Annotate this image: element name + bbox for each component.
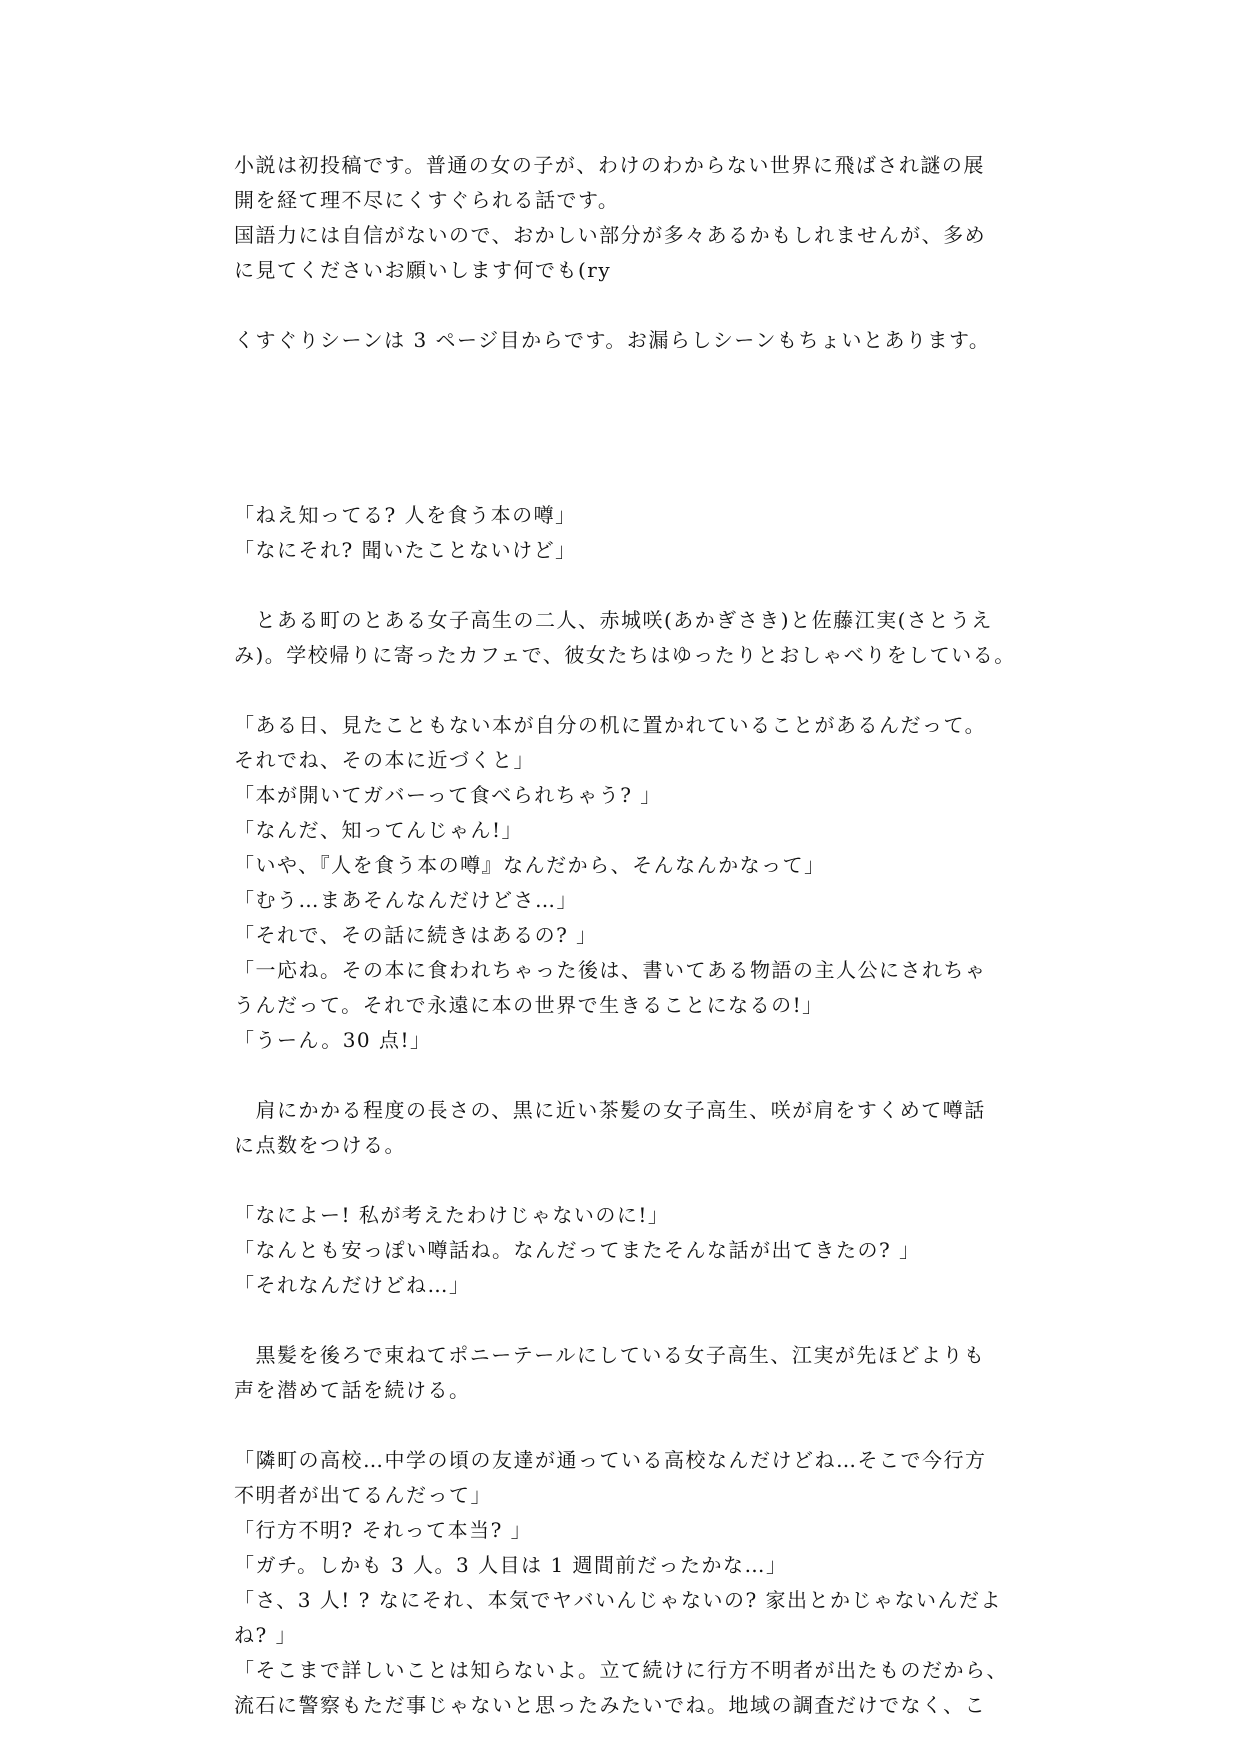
scene-note: くすぐりシーンは 3 ページ目からです。お漏らしシーンもちょいとあります。 [234, 328, 991, 352]
narration-block-2 [234, 1093, 1014, 1163]
dialogue-line: 流石に警察もただ事じゃないと思ったみたいでね。地域の調査だけでなく、こ [234, 1693, 987, 1717]
narration-line: に点数をつける。 [234, 1133, 406, 1157]
dialogue-line: 「本が開いてガバーって食べられちゃう? 」 [234, 783, 662, 807]
dialogue-line: 不明者が出てるんだって」 [234, 1483, 492, 1507]
blank-line [234, 1163, 1014, 1198]
dialogue-line: 「行方不明? それって本当? 」 [234, 1518, 533, 1542]
text-line: 国語力には自信がないので、おかしい部分が多々あるかもしれませんが、多め [234, 223, 987, 247]
dialogue-line: 「なによー! 私が考えたわけじゃないのに!」 [234, 1203, 670, 1227]
text-line: に見てくださいお願いします何でも(ry [234, 258, 612, 282]
dialogue-line: 「それなんだけどね…」 [234, 1273, 471, 1297]
dialogue-line: 「隣町の高校…中学の頃の友達が通っている高校なんだけどね…そこで今行方 [234, 1448, 987, 1472]
dialogue-line: それでね、その本に近づくと」 [234, 748, 535, 772]
narration-line: とある町のとある女子高生の二人、赤城咲(あかぎさき)と佐藤江実(さとうえ [234, 608, 993, 632]
blank-line [234, 1408, 1014, 1443]
dialogue-line: 「うーん。30 点!」 [234, 1028, 432, 1052]
dialogue-line: 「むう…まあそんなんだけどさ…」 [234, 888, 578, 912]
dialogue-line: うんだって。それで永遠に本の世界で生きることになるの!」 [234, 993, 824, 1017]
dialogue-line: 「さ、3 人! ? なにそれ、本気でヤバいんじゃないの? 家出とかじゃないんだよ [234, 1588, 1003, 1612]
narration-line: 黒髪を後ろで束ねてポニーテールにしている女子高生、江実が先ほどよりも [234, 1343, 986, 1367]
blank-line [234, 288, 1014, 323]
blank-line [234, 1058, 1014, 1093]
dialogue-line: 「なんとも安っぽい噂話ね。なんだってまたそんな話が出てきたの? 」 [234, 1238, 921, 1262]
document-page [234, 148, 1014, 1723]
blank-line [234, 1303, 1014, 1338]
dialogue-block-1 [234, 498, 1014, 568]
dialogue-line: 「なんだ、知ってんじゃん!」 [234, 818, 524, 842]
dialogue-line: 「ある日、見たこともない本が自分の机に置かれていることがあるんだって。 [234, 713, 987, 737]
narration-block-3 [234, 1338, 1014, 1408]
intro-paragraph [234, 148, 1014, 288]
text-line: 小説は初投稿です。普通の女の子が、わけのわからない世界に飛ばされ謎の展 [234, 153, 985, 177]
dialogue-line: 「そこまで詳しいことは知らないよ。立て続けに行方不明者が出たものだから、 [234, 1658, 1008, 1682]
dialogue-line: 「それで、その話に続きはあるの? 」 [234, 923, 598, 947]
dialogue-line: 「ねえ知ってる? 人を食う本の噂」 [234, 503, 577, 527]
section-gap [234, 358, 1014, 498]
dialogue-line: ね? 」 [234, 1623, 298, 1647]
dialogue-line: 「いや、『人を食う本の噂』なんだから、そんなんかなって」 [234, 853, 826, 877]
narration-block-1 [234, 603, 1014, 673]
narration-line: 声を潜めて話を続ける。 [234, 1378, 471, 1402]
text-line: 開を経て理不尽にくすぐられる話です。 [234, 188, 620, 212]
blank-line [234, 568, 1014, 603]
dialogue-line: 「一応ね。その本に食われちゃった後は、書いてある物語の主人公にされちゃ [234, 958, 987, 982]
dialogue-block-2 [234, 708, 1014, 1058]
dialogue-block-4 [234, 1443, 1014, 1723]
narration-line: 肩にかかる程度の長さの、黒に近い茶髪の女子高生、咲が肩をすくめて噂話 [234, 1098, 986, 1122]
blank-line [234, 673, 1014, 708]
narration-line: み)。学校帰りに寄ったカフェで、彼女たちはゆったりとおしゃべりをしている。 [234, 643, 1016, 667]
dialogue-line: 「ガチ。しかも 3 人。3 人目は 1 週間前だったかな…」 [234, 1553, 788, 1577]
dialogue-block-3 [234, 1198, 1014, 1303]
dialogue-line: 「なにそれ? 聞いたことないけど」 [234, 538, 577, 562]
